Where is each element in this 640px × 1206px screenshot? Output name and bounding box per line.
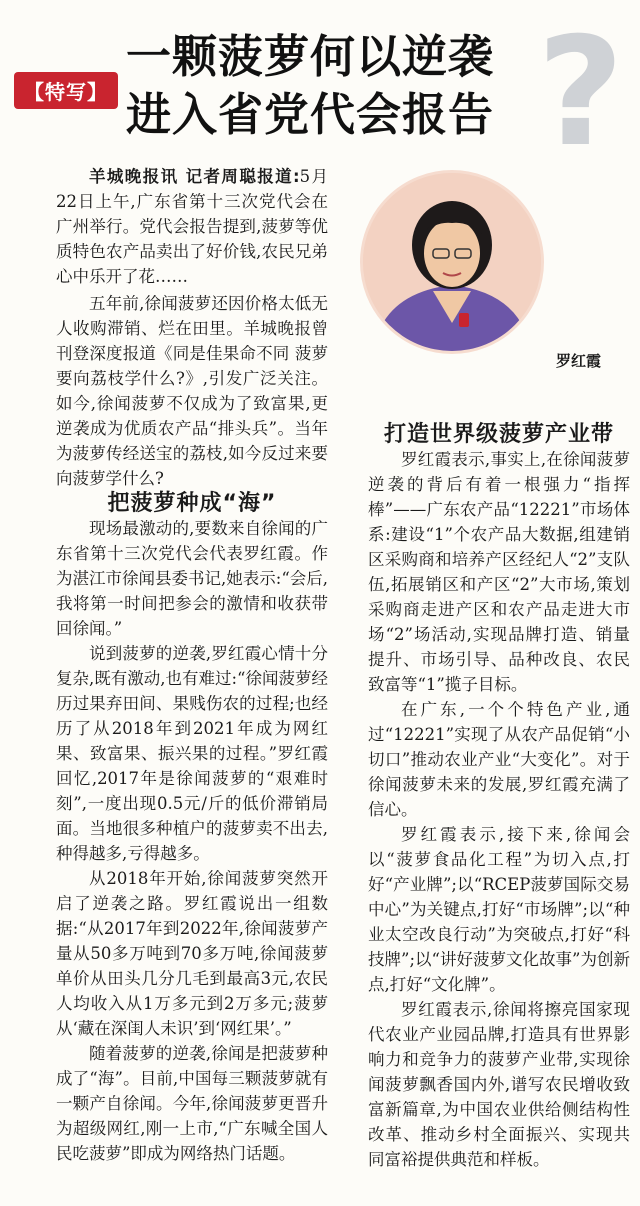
paragraph: 五年前,徐闻菠萝还因价格太低无人收购滞销、烂在田里。羊城晚报曾刊登深度报道《同是佳果命不同 菠萝要向荔枝学什么?》,引发广泛关注。如今,徐闻菠萝不仅成为了致富果,更逆袭成为优质农产品“排头兵”。当年为菠萝传经送宝的荔枝,如今反过来要向菠萝学什么? [56, 294, 328, 488]
right-column [368, 398, 630, 1172]
headline [126, 28, 494, 144]
paragraph: 罗红霞表示,接下来,徐闻会以“菠萝食品化工程”为切入点,打好“产业牌”;以“RCEP菠萝国际交易中心”为关键点,打好“市场牌”;以“种业太空改良行动”为突破点,打好“科技牌”;以“讲好菠萝文化故事”为创新点,打好“文化牌”。 [368, 825, 630, 994]
feature-tag: 【特写】 [14, 72, 118, 109]
headline-line-1: 一颗菠萝何以逆袭 [126, 30, 495, 83]
left-column [56, 164, 328, 1166]
byline: 羊城晚报讯 记者周聪报道: [89, 167, 300, 186]
portrait-photo [360, 170, 544, 354]
paragraph: 从2018年开始,徐闻菠萝突然开启了逆袭之路。罗红霞说出一组数据:“从2017年到2022年,徐闻菠萝产量从50多万吨到70多万吨,徐闻菠萝单价从田头几分几毛到最高3元,农民人均收入从1万多元到2万多元;菠萝从‘藏在深闺人未识’到‘网红果’。” [56, 869, 328, 1038]
section-title-2: 打造世界级菠萝产业带 [383, 422, 614, 447]
paragraph: 说到菠萝的逆袭,罗红霞心情十分复杂,既有激动,也有难过:“徐闻菠萝经历过果弃田间、果贱伤农的过程;也经历了从2018年到2021年成为网红果、致富果、振兴果的过程。”罗红霞回忆,2017年是徐闻菠萝的“艰难时刻”,一度出现0.5元/斤的低价滞销局面。当地很多种植户的菠萝卖不出去,种得越多,亏得越多。 [56, 644, 328, 863]
paragraph: 现场最激动的,要数来自徐闻的广东省第十三次党代会代表罗红霞。作为湛江市徐闻县委书记,她表示:“会后,我将第一时间把参会的激情和收获带回徐闻。” [56, 519, 328, 638]
paragraph: 罗红霞表示,事实上,在徐闻菠萝逆袭的背后有着一根强力“指挥棒”——广东农产品“12221”市场体系:建设“1”个农产品大数据,组建销区采购商和培养产区经纪人“2”支队伍,拓展销区和产区“2”大市场,策划采购商走进产区和农产品走进大市场“2”场活动,实现品牌打造、销量提升、市场引导、品种改良、农民致富等“1”揽子目标。 [368, 450, 630, 694]
portrait-illustration [363, 173, 541, 351]
headline-line-2: 进入省党代会报告 [126, 88, 495, 141]
paragraph: 随着菠萝的逆袭,徐闻是把菠萝种成了“海”。目前,中国每三颗菠萝就有一颗产自徐闻。今年,徐闻菠萝更晋升为超级网红,刚一上市,“广东喊全国人民吃菠萝”即成为网络热门话题。 [56, 1044, 328, 1163]
paragraph: 罗红霞表示,徐闻将擦亮国家现代农业产业园品牌,打造具有世界影响力和竞争力的菠萝产业带,实现徐闻菠萝飘香国内外,谱写农民增收致富新篇章,为中国农业供给侧结构性改革、推动乡村全面振兴、实现共同富裕提供典范和样板。 [368, 1000, 630, 1169]
section-title-1: 把菠萝种成“海” [107, 491, 277, 516]
photo-caption: 罗红霞 [556, 352, 602, 370]
paragraph: 在广东,一个个特色产业,通过“12221”实现了从农产品促销“小切口”推动农业产业“大变化”。对于徐闻菠萝未来的发展,罗红霞充满了信心。 [368, 700, 630, 819]
question-mark-decoration: ? [536, 6, 624, 180]
lead-paragraph [56, 164, 328, 289]
lead-text: 5月22日上午,广东省第十三次党代会在广州举行。党代会报告提到,菠萝等优质特色农产品卖出了好价钱,农民兄弟心中乐开了花…… [56, 167, 329, 286]
